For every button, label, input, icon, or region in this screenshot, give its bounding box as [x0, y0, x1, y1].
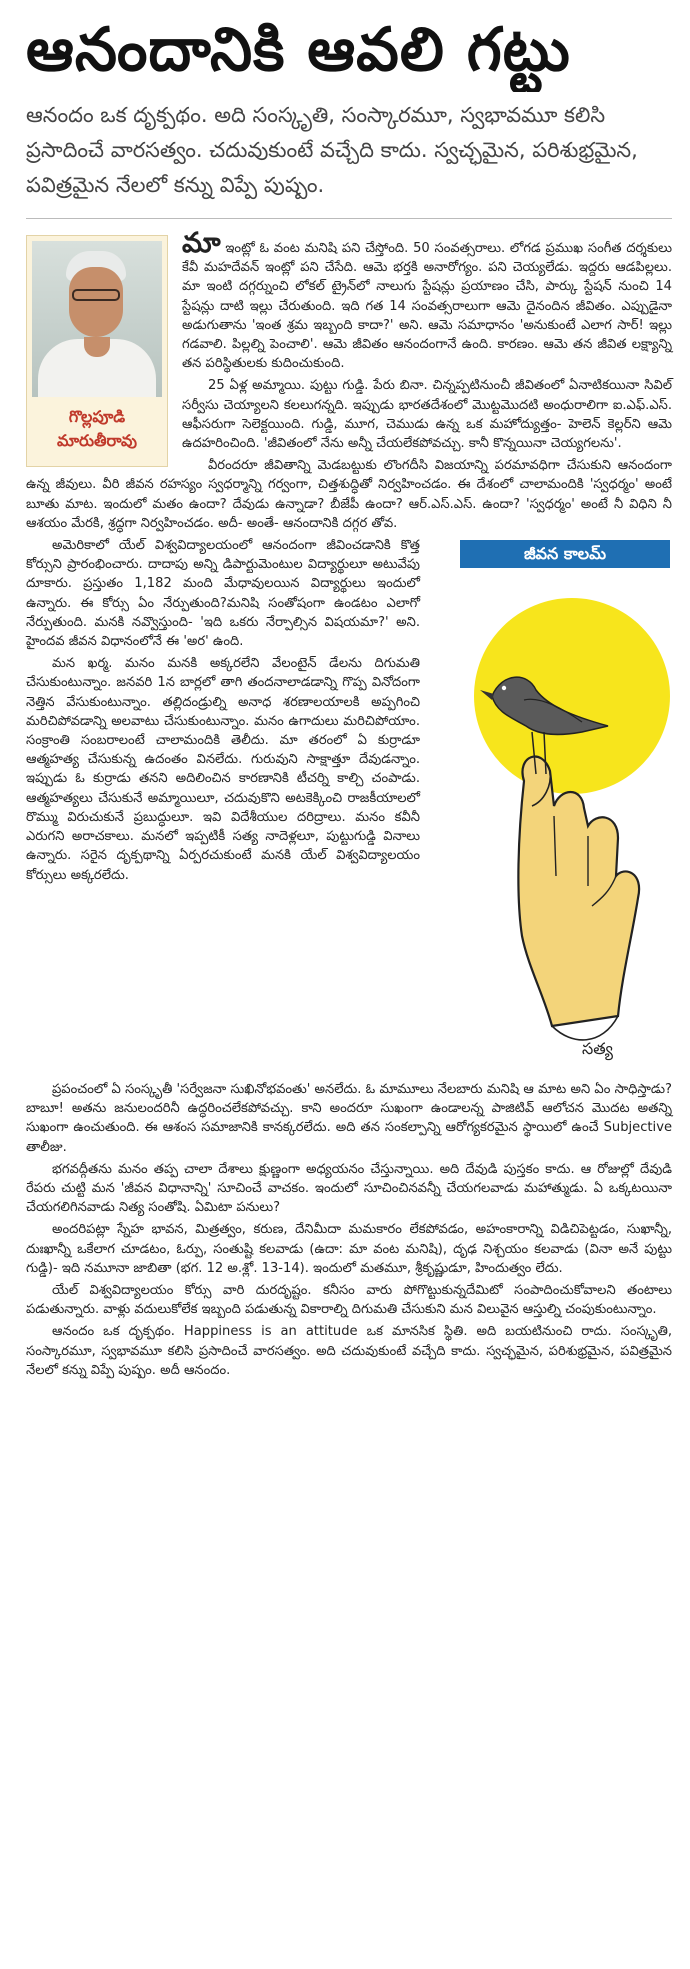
- cartoon-signature: సత్య: [582, 1039, 613, 1059]
- paragraph-4: అమెరికాలో యేల్ విశ్వవిద్యాలయంలో ఆనందంగా జీవించడానికి కొత్త కోర్సుని ప్రారంభించారు. దాదాపు అన్ని డిపార్టుమెంటుల విద్యార్థులూ అటువేపు దూకారు. ప్రస్తుతం 1,182 మంది మేధావులయిన విద్యార్థులు ఇందులో ఉన్నారు. ఈ కోర్సు ఏం నేర్పుతుంది?మనిషి సంతోషంగా ఉండటం ఎలాగో నేర్పుతుంది. మనకి నవ్వొస్తుంది- 'ఇది ఒకరు నేర్పాల్సిన విషయమా?' అని. హైందవ జీవన విధానంలోనే ఈ 'అర' ఉంది.: [26, 538, 420, 650]
- column-badge: జీవన కాలమ్: [460, 540, 670, 568]
- bird-on-finger-illustration: [432, 576, 672, 1074]
- article-body: [26, 226, 672, 1380]
- author-name: [32, 405, 162, 453]
- headline: ఆనందానికి ఆవలి గట్టు: [26, 15, 571, 85]
- dropcap: మా: [182, 226, 221, 259]
- hand-icon: [518, 757, 639, 1026]
- paragraph-6: ప్రపంచంలో ఏ సంస్కృతీ 'సర్వేజనా సుఖినోభవంతు' అనలేదు. ఓ మామూలు నేలబారు మనిషి ఆ మాట అని ఏం సాధిస్తాడు? బాబూ! అతను జనులందరినీ ఉద్ధరించలేకపోవచ్చు. కాని అందరూ సుఖంగా ఉండాలన్న పాజిటివ్ ఆలోచన మొదట అతన్ని సుఖంగా ఉంచుతుంది. ఈ ఆశంస సమాజానికి కానక్కరలేదు. అది తన సంకల్పాన్ని ఆరోగ్యకరమైన స్థాయిలో ఉంచే Subjective తాలీజు.: [26, 1082, 672, 1155]
- paragraph-5: మన ఖర్మ. మనం మనకి అక్కరలేని వేలంటైన్ డేలను దిగుమతి చేసుకుంటున్నాం. జనవరి 1న బార్లలో తాగి తందనాలాడడాన్ని గొప్ప వినోదంగా నెత్తిన వేసుకుంటున్నాం. తల్లిదండ్రుల్ని అనాధ శరణాలయాలకి అప్పగించి మరిచిపోవడాన్ని అలవాటు చేసుకుంటున్నాం. మనం ఉగాదులు మరిచిపోయాం. సంక్రాంతి సంబరాలంటే చాలామందికి తెలీదు. మా తరంలో ఏ కుర్రాడూ ఆత్మహత్య చేసుకున్న ఉదంతం వినలేదు. గురువుని సాక్షాత్తూ దేవుడన్నాం. ఇప్పుడు ఓ కుర్రాడు తనని అదిలించిన కారణానికి టీచర్ని కాల్చి చంపాడు. ఆత్మహత్యలు చేసుకునే అమ్మాయిలూ, చదువుకొని అటకెక్కించి రాజకీయాలలో రొమ్ము విరుచుకునే ప్రబుద్ధులూ. ఇవి విదేశీయుల దరిద్రాలు. మనం కవీనీ ఎరుగని అరాచకాలు. మనలో ఇప్పటికీ సత్య నాదెళ్లలూ, పుట్టుగుడ్డి వినాలు ఉన్నారు. సరైన దృక్పథాన్ని ఏర్పరచుకుంటే మనకి యేల్ విశ్వవిద్యాలయం కోర్సులు అక్కరలేదు.: [26, 656, 420, 883]
- author-name-line1: గొల్లపూడి: [68, 407, 126, 426]
- paragraph-10: ఆనందం ఒక దృక్పథం. Happiness is an attitude ఒక మానసిక స్థితి. అది బయటినుంచి రాదు. సంస్కృతి, సంస్కారమూ, స్వభావమూ కలిసి ప్రసాదించే వారసత్వం. అది చదువుకుంటే వచ్చేది కాదు. స్వచ్ఛమైన, పరిశుభ్రమైన, పవిత్రమైన నేలలో కన్ను విప్పే పుష్పం. అదీ ఆనందం.: [26, 1324, 672, 1378]
- author-name-line2: మారుతీరావు: [56, 431, 138, 450]
- paragraph-9: యేల్ విశ్వవిద్యాలయం కోర్సు వారి దురదృష్టం. కనీసం వారు పోగొట్టుకున్నదేమిటో సంపాదించుకోవాలని తంటాలు పడుతున్నారు. వాళ్లు వదులుకోలేక ఇబ్బంది పడుతున్న వికారాల్ని దిగుమతి చేసుకుని మన విలువైన ఆస్తుల్ని చంపుకుంటున్నాం.: [26, 1283, 672, 1318]
- paragraph-2: 25 ఏళ్ల అమ్మాయి. పుట్టు గుడ్డి. పేరు బినా. చిన్నప్పటినుంచీ జీవితంలో ఏనాటికయినా సివిల్ సర్వీసు చెయ్యాలని కలలుగన్నది. ఇప్పుడు భారతదేశంలో మొట్టమొదటి అంధురాలిగా ఐ.ఎఫ్.ఎస్. ఆఫీసరుగా సెలెక్టయింది. గుడ్డి, మూగ, చెముడు ఉన్న ఒక మహోద్యుత్తం- హెలెన్ కెల్లర్‌ని ఆమె ఉదహరించింది. 'జీవితంలో నేను అన్నీ చేయలేకపోవచ్చు. కానీ కొన్నయినా చెయ్యగలను'.: [182, 378, 672, 452]
- paragraph-3: వీరందరూ జీవితాన్ని మెడబట్టుకు లొంగదీసి విజయాన్ని పరమావధిగా చేసుకుని ఆనందంగా ఉన్న జీవులు. వీరి జీవన రహస్యం స్వధర్మాన్ని గర్వంగా, చిత్తశుద్ధితో నిర్వహించడం. ఈ దేశంలో చాలామందికి 'స్వధర్మం' అంటే బూతు మాట. ఇందులో మతం ఉందా? దేవుడు ఉన్నాడా? బీజేపీ ఉందా? ఆర్.ఎస్.ఎస్. ఉందా? 'స్వధర్మం' అంటే నీ విధిని నీ ఆశయం మేరకి, శ్రద్ధగా నిర్వహించడం. అదీ- అంతే- ఆనందానికి దగ్గర తోవ.: [26, 458, 672, 531]
- paragraph-1-text: ఇంట్లో ఓ వంట మనిషి పని చేస్తోంది. 50 సంవత్సరాలు. లోగడ ప్రముఖ సంగీత దర్శకులు కేవీ మహదేవన్ ఇంట్లో పని చేసేది. ఆమె భర్తకి అనారోగ్యం. పని చెయ్యలేడు. ఇద్దరు ఆడపిల్లలు. మా ఇంటి దగ్గర్నుంచి లోకల్ ట్రైన్‌లో నాలుగు స్టేషన్లు ప్రయాణం చేసి, పార్కు స్టేషన్ నుంచి 14 స్టేషన్లు దాటి ఇల్లు చేరుతుంది. ఇది గత 14 సంవత్సరాలుగా ఆమె దైనందిన జీవితం. ఎప్పుడైనా అడుగుతాను 'ఇంత శ్రమ ఇబ్బంది కాదా?' అని. ఆమె సమాధానం 'అనుకుంటే ఎలాగ సార్! ఇల్లు గడవాలి. పిల్లల్ని పెంచాలి'. ఆమె జీవితం ఆనందంగానే ఉంది. కారణం. ఆమె తన జీవిత లక్ష్యాన్ని తన పరిస్థితులకు కుదించుకుంది.: [182, 241, 672, 372]
- paragraph-7: భగవద్గీతను మనం తప్ప చాలా దేశాలు క్షుణ్ణంగా అధ్యయనం చేస్తున్నాయి. అది దేవుడి పుస్తకం కాదు. ఆ రోజుల్లో దేవుడి రేపరు చుట్టి మన 'జీవన విధానాన్ని' సూచించే వాచకం. ఇందులో సూచించినవన్నీ చేయగలవాడు మహాత్ముడు. ఏ ఒక్కటయినా చేయగలిగినవాడు నిత్య సంతోషి. ఏమిటా పనులు?: [26, 1161, 672, 1216]
- column-illustration: [432, 540, 672, 1074]
- author-box: [26, 235, 168, 467]
- standfirst: ఆనందం ఒక దృక్పథం. అది సంస్కృతి, సంస్కారమూ, స్వభావమూ కలిసి ప్రసాదించే వారసత్వం. చదువుకుంటే వచ్చేది కాదు. స్వచ్ఛమైన, పరిశుభ్రమైన, పవిత్రమైన నేలలో కన్ను విప్పే పుష్పం.: [26, 98, 672, 219]
- author-photo: [32, 241, 162, 397]
- paragraph-8: అందరిపట్లా స్నేహ భావన, మిత్రత్వం, కరుణ, దేనిమీదా మమకారం లేకపోవడం, అహంకారాన్ని విడిచిపెట్టడం, సుఖాన్నీ, దుఃఖాన్నీ ఒకేలాగ చూడటం, ఓర్పు, సంతుష్టి కలవాడు (ఉదా: మా వంట మనిషి), దృఢ నిశ్చయం కలవాడు (వినా అనే పుట్టు గుడ్డి)- ఇది నమూనా జాబితా (భగ. 12 అ.శ్లో. 13-14). ఇందులో మతమూ, శ్రీకృష్ణుడూ, హిందుత్వం లేదు.: [26, 1222, 672, 1276]
